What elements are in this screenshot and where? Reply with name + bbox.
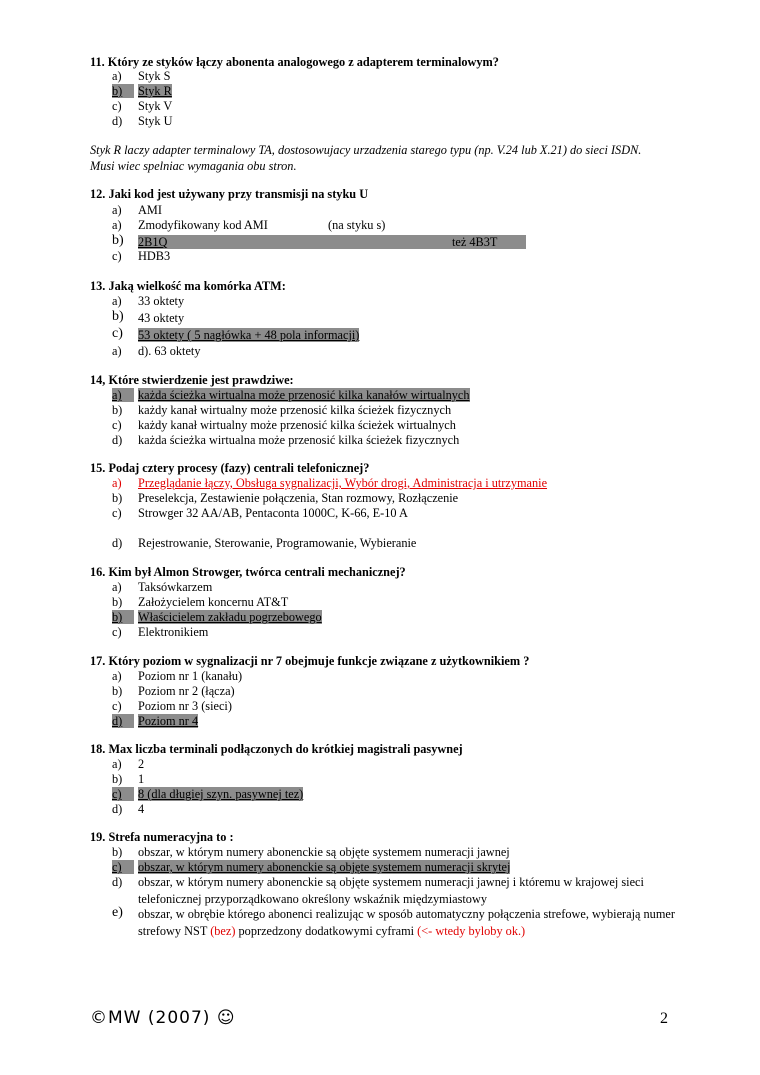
question-18-title: 18. Max liczba terminali podłączonych do krótkiej magistrali pasywnej	[90, 742, 463, 756]
question-14-title: 14, Które stwierdzenie jest prawdziwe:	[90, 373, 294, 387]
question-16-title: 16. Kim był Almon Strowger, twórca centrali mechanicznej?	[90, 565, 406, 579]
question-19-title: 19. Strefa numeracyjna to :	[90, 830, 234, 844]
page-number: 2	[660, 1010, 668, 1027]
question-11-title: 11. Który ze styków łączy abonenta analogowego z adapterem terminalowym?	[90, 55, 499, 69]
question-17-title: 17. Który poziom w sygnalizacji nr 7 obejmuje funkcje związane z użytkownikiem ?	[90, 654, 530, 668]
q11-note: Styk R laczy adapter terminalowy TA, dostosowujacy urzadzenia starego typu (np. V.24 lub X.21) do sieci ISDN. Musi wiec spelniac wymagania obu stron.	[90, 143, 642, 173]
q19-option-e-text: obszar, w obrębie którego abonenci realizując w sposób automatyczny połączenia strefowe, wybierają numer strefowy NST (bez) poprzedzony dodatkowymi cyframi (<- wtedy byloby ok.)	[138, 907, 675, 938]
footer-signature: ©MW (2007) ☺	[90, 1008, 236, 1028]
q19-option-d-text: obszar, w którym numery abonenckie są objęte systemem numeracji jawnej i któremu w krajowej sieci telefonicznej przyporządkowano określony wskaźnik międzymiastowy	[138, 875, 644, 906]
question-13-title: 13. Jaką wielkość ma komórka ATM:	[90, 279, 286, 293]
question-15-title: 15. Podaj cztery procesy (fazy) centrali telefonicznej?	[90, 461, 370, 475]
question-12-title: 12. Jaki kod jest używany przy transmisji na styku U	[90, 187, 369, 201]
